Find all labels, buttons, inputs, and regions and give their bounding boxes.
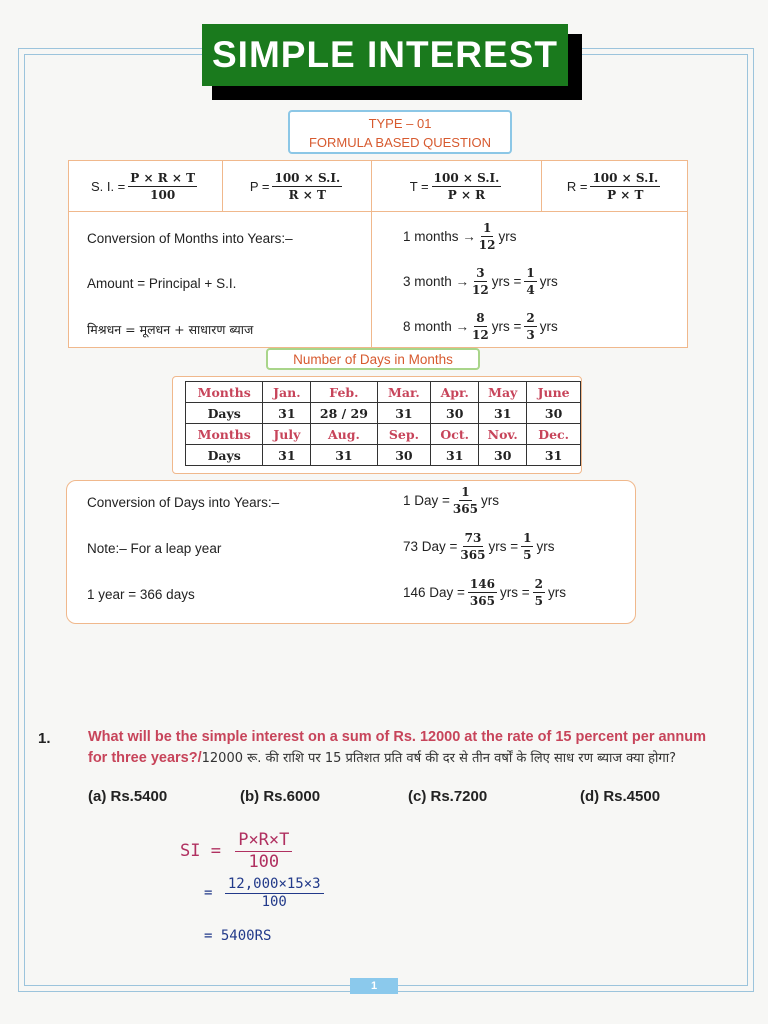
example-text: yrs =: [499, 585, 530, 600]
days-table-row: [186, 382, 581, 403]
example-text: yrs: [536, 539, 555, 554]
formula-den: P × T: [607, 187, 644, 202]
day-count-cell: Days: [186, 403, 263, 424]
example-text: yrs: [539, 319, 558, 334]
frac-num: 73: [464, 531, 482, 545]
day-count-cell: 31: [263, 445, 311, 466]
month-name-cell: Months: [186, 424, 263, 445]
question-number: 1.: [38, 730, 51, 747]
month-name-cell: Dec.: [527, 424, 581, 445]
type-label-line2: FORMULA BASED QUESTION: [308, 135, 492, 150]
formula-r: [541, 161, 688, 211]
amount-formula: Amount = Principal + S.I.: [87, 276, 237, 291]
formula-den: 100: [150, 187, 176, 202]
example-text: 3 month →: [403, 274, 470, 289]
formula-num: P × R × T: [130, 170, 196, 185]
frac-num: 2: [526, 311, 535, 325]
day-count-cell: 30: [527, 403, 581, 424]
days-in-months-label: Number of Days in Months: [266, 348, 480, 370]
frac-den: 12: [478, 238, 496, 252]
day-count-cell: Days: [186, 445, 263, 466]
leap-year-days: 1 year = 366 days: [87, 587, 195, 602]
frac-den: 5: [523, 548, 532, 562]
month-name-cell: Jan.: [263, 382, 311, 403]
formula-lhs: P =: [249, 178, 270, 194]
frac-num: 146: [469, 577, 495, 591]
option-a: (a) Rs.5400: [88, 788, 168, 805]
option-b: (b) Rs.6000: [240, 788, 321, 805]
day-count-cell: 31: [263, 403, 311, 424]
month-name-cell: May: [479, 382, 527, 403]
day-count-cell: 28 / 29: [311, 403, 377, 424]
formula-lhs: S. I. =: [90, 178, 126, 194]
frac-num: 1: [523, 531, 532, 545]
day-count-cell: 31: [431, 445, 479, 466]
example-text: yrs =: [491, 319, 522, 334]
example-text: yrs: [539, 274, 558, 289]
month-name-cell: Sep.: [377, 424, 431, 445]
formula-lhs: T =: [409, 178, 429, 194]
example-text: yrs =: [488, 539, 519, 554]
example-text: 1 Day =: [403, 493, 450, 508]
example-text: 146 Day =: [403, 585, 465, 600]
month-name-cell: July: [263, 424, 311, 445]
solution-num: P×R×T: [235, 830, 292, 852]
days-table: [185, 381, 581, 466]
days-table-row: [186, 445, 581, 466]
type-label-line1: TYPE – 01: [368, 116, 432, 131]
months-example-2: [403, 266, 558, 297]
question-english: What will be the simple interest on a sum of Rs. 12000 at the rate of 15 percent per annum for three years?/: [88, 729, 707, 766]
months-example-3: [403, 311, 558, 342]
months-conversion-notes: [69, 211, 372, 348]
frac-num: 1: [526, 266, 535, 280]
example-text: yrs: [547, 585, 566, 600]
example-fraction: [521, 531, 533, 562]
formula-num: 100 × S.I.: [274, 170, 341, 185]
month-name-cell: Feb.: [311, 382, 377, 403]
frac-num: 3: [476, 266, 485, 280]
frac-num: 8: [476, 311, 485, 325]
formula-fraction: [590, 171, 660, 202]
frac-den: 12: [472, 283, 489, 297]
example-fraction: [460, 531, 485, 562]
solution-line-1: [180, 830, 292, 872]
question-text: [88, 727, 720, 769]
formula-fraction: [272, 171, 342, 202]
solution-line-3: = 5400RS: [204, 928, 272, 944]
leap-year-note: Note:– For a leap year: [87, 541, 222, 556]
solution-den: 100: [261, 894, 287, 910]
solution-num: 12,000×15×3: [225, 876, 324, 894]
example-fraction: [524, 311, 536, 342]
months-example-1: [403, 221, 516, 252]
formula-num: 100 × S.I.: [592, 170, 659, 185]
days-table-row: [186, 424, 581, 445]
month-name-cell: Mar.: [377, 382, 431, 403]
month-name-cell: Aug.: [311, 424, 377, 445]
example-text: 8 month →: [403, 319, 470, 334]
option-d: (d) Rs.4500: [580, 788, 661, 805]
example-fraction: [453, 485, 478, 516]
day-count-cell: 31: [311, 445, 377, 466]
formula-t: [371, 161, 542, 211]
solution-lhs: =: [204, 885, 213, 901]
days-conversion-heading: Conversion of Days into Years:–: [87, 495, 280, 510]
solution-den: 100: [248, 852, 280, 872]
formula-fraction: [128, 171, 197, 202]
page-title: SIMPLE INTEREST: [202, 24, 568, 86]
example-fraction: [533, 577, 545, 608]
solution-lhs: SI =: [180, 841, 221, 861]
example-fraction: [468, 577, 497, 608]
type-label: [288, 110, 512, 154]
amount-formula-hindi: मिश्रधन = मूलधन + साधारण ब्याज: [87, 322, 254, 337]
formula-table: [68, 160, 688, 348]
solution-line-2: [204, 876, 324, 910]
formula-row: [69, 161, 687, 212]
frac-den: 365: [460, 548, 486, 562]
month-name-cell: June: [527, 382, 581, 403]
frac-den: 4: [526, 283, 535, 297]
month-name-cell: Nov.: [479, 424, 527, 445]
example-text: yrs: [498, 229, 517, 244]
formula-den: R × T: [288, 187, 326, 202]
example-text: yrs: [480, 493, 499, 508]
days-conversion-box: [66, 480, 636, 624]
question-hindi: 12000 रू. की राशि पर 15 प्रतिशत प्रति वर्ष की दर से तीन वर्षों के लिए साध रण ब्याज क्या होगा?: [201, 751, 677, 766]
months-conversion-heading: Conversion of Months into Years:–: [87, 231, 293, 246]
example-fraction: [479, 221, 496, 252]
formula-fraction: [432, 171, 502, 202]
solution-fraction: [225, 876, 324, 910]
formula-p: [222, 161, 372, 211]
month-name-cell: Months: [186, 382, 263, 403]
day-count-cell: 30: [431, 403, 479, 424]
page-number: 1: [350, 978, 398, 994]
formula-si: [69, 161, 222, 211]
day-count-cell: 31: [479, 403, 527, 424]
day-count-cell: 30: [479, 445, 527, 466]
days-example-1: [403, 485, 499, 516]
formula-den: P × R: [447, 187, 486, 202]
days-table-row: [186, 403, 581, 424]
months-conversion-examples: [371, 211, 687, 348]
formula-lhs: R =: [566, 178, 588, 194]
days-example-3: [403, 577, 566, 608]
example-fraction: [472, 266, 489, 297]
option-c: (c) Rs.7200: [408, 788, 488, 805]
solution-fraction: [235, 830, 292, 872]
example-fraction: [472, 311, 489, 342]
frac-num: 2: [534, 577, 543, 591]
frac-den: 365: [452, 502, 478, 516]
example-fraction: [524, 266, 536, 297]
frac-num: 1: [482, 221, 492, 235]
example-text: 1 months →: [403, 229, 476, 244]
day-count-cell: 31: [377, 403, 431, 424]
example-text: 73 Day =: [403, 539, 458, 554]
frac-den: 5: [534, 594, 543, 608]
month-name-cell: Apr.: [431, 382, 479, 403]
formula-num: 100 × S.I.: [433, 170, 500, 185]
example-text: yrs =: [491, 274, 522, 289]
frac-den: 12: [472, 328, 489, 342]
frac-den: 365: [469, 594, 495, 608]
days-table-container: [172, 376, 582, 474]
days-example-2: [403, 531, 554, 562]
month-name-cell: Oct.: [431, 424, 479, 445]
frac-num: 1: [461, 485, 470, 499]
frac-den: 3: [526, 328, 535, 342]
day-count-cell: 30: [377, 445, 431, 466]
day-count-cell: 31: [527, 445, 581, 466]
